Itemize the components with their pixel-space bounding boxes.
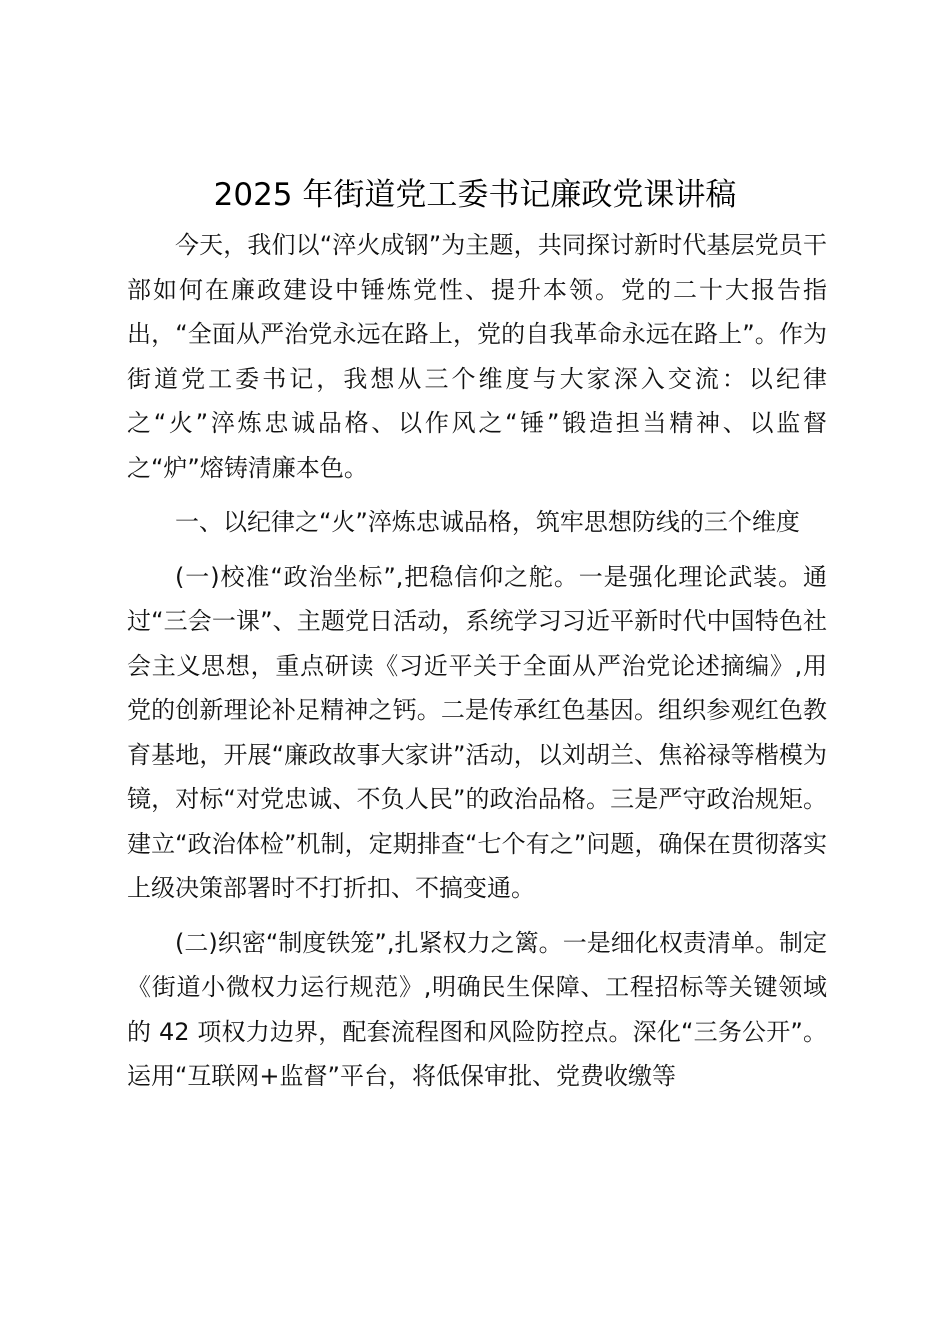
paragraph-subsection-1: (一)校准“政治坐标”,把稳信仰之舵。一是强化理论武装。通过“三会一课”、主题党日活动，系统学习习近平新时代中国特色社会主义思想，重点研读《习近平关于全面从严治党论述摘编》,用党的创新理论补足精神之钙。二是传承红色基因。组织参观红色教育基地，开展“廉政故事大家讲”活动，以刘胡兰、焦裕禄等楷模为镜，对标“对党忠诚、不负人民”的政治品格。三是严守政治规矩。建立“政治体检”机制，定期排查“七个有之”问题，确保在贯彻落实上级决策部署时不打折扣、不搞变通。	[127, 562, 827, 902]
document-title: 2025 年街道党工委书记廉政党课讲稿	[213, 177, 737, 213]
paragraph-subsection-2: (二)织密“制度铁笼”,扎紧权力之篱。一是细化权责清单。制定《街道小微权力运行规范》,明确民生保障、工程招标等关键领域的 42 项权力边界，配套流程图和风险防控点。深化“三务公开”。运用“互联网+监督”平台，将低保审批、党费收缴等	[127, 928, 827, 1090]
paragraph-intro: 今天，我们以“淬火成钢”为主题，共同探讨新时代基层党员干部如何在廉政建设中锤炼党性、提升本领。党的二十大报告指出，“全面从严治党永远在路上，党的自我革命永远在路上”。作为街道党工委书记，我想从三个维度与大家深入交流：以纪律之“火”淬炼忠诚品格、以作风之“锤”锻造担当精神、以监督之“炉”熔铸清廉本色。	[127, 231, 827, 482]
document-body	[127, 223, 827, 1099]
paragraph-section-heading: 一、以纪律之“火”淬炼忠诚品格，筑牢思想防线的三个维度	[175, 508, 800, 536]
